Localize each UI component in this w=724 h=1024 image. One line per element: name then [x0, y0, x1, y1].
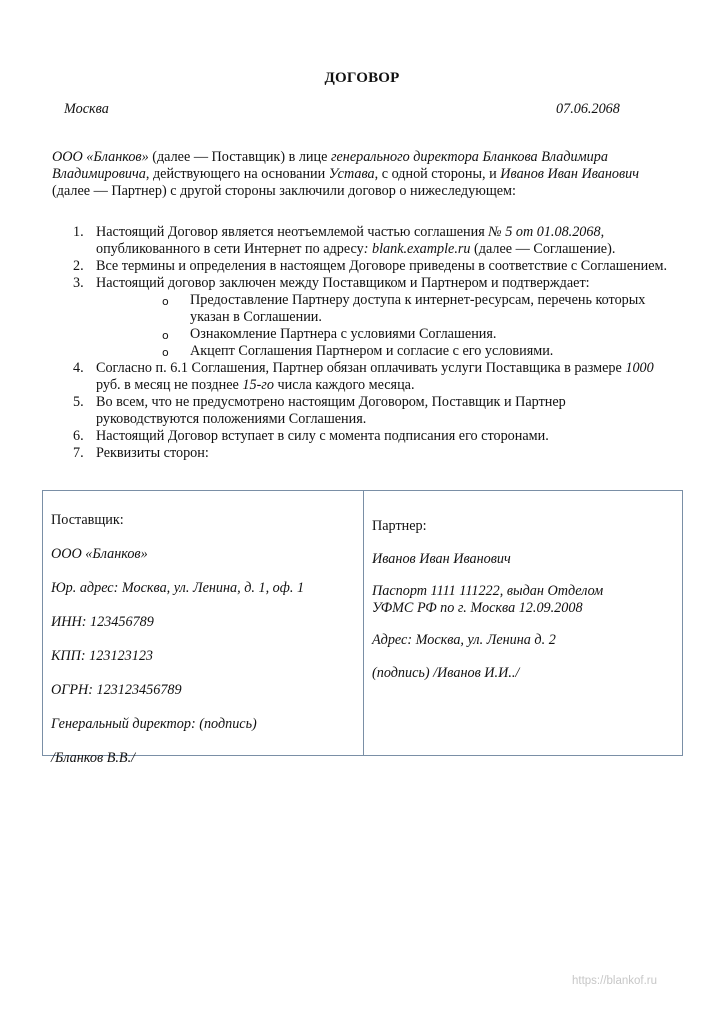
clause-4: [52, 360, 672, 394]
document-date: 07.06.2068: [556, 101, 620, 117]
partner-name: Иванов Иван Иванович: [372, 550, 511, 567]
requisites-table: [42, 490, 683, 766]
clause-4-text-a: Согласно п. 6.1 Соглашения, Партнер обязан оплачивать услуги Поставщика в размере: [96, 360, 626, 376]
supplier-address: Юр. адрес: Москва, ул. Ленина, д. 1, оф. 1: [51, 580, 305, 596]
clause-2: [52, 258, 672, 275]
supplier-signature: /Бланков В.В./: [51, 750, 136, 766]
payment-day: 15-го: [242, 377, 274, 393]
partner-column: [364, 491, 682, 755]
watermark: https://blankof.ru: [572, 975, 658, 987]
clause-5: [52, 394, 672, 428]
party2-name: Иванов Иван Иванович: [500, 166, 640, 182]
partner-signature: (подпись) /Иванов И.И../: [372, 664, 520, 681]
agreement-url: : blank.example.ru: [363, 241, 471, 257]
sub-item-text: Ознакомление Партнера с условиями Соглашения.: [190, 326, 497, 342]
intro-text-3: , с одной стороны, и: [374, 166, 501, 182]
list-item: [96, 326, 672, 343]
partner-heading: Партнер:: [372, 518, 427, 534]
clause-number: 1.: [73, 224, 84, 240]
partner-passport: Паспорт 1111 111222, выдан Отделом УФМС РФ по г. Москва 12.09.2008: [372, 583, 604, 616]
clause-6: [52, 428, 672, 445]
supplier-org: ООО «Бланков»: [51, 546, 148, 562]
clause-5-text: Во всем, что не предусмотрено настоящим Договором, Поставщик и Партнер руководствуются положениями Соглашения.: [96, 394, 566, 427]
clause-4-text-b: руб. в месяц не позднее: [96, 377, 243, 393]
clause-number: 4.: [73, 360, 84, 376]
bullet-icon: o: [162, 346, 169, 359]
list-item: [96, 343, 672, 360]
sub-item-text: Акцепт Соглашения Партнером и согласие с его условиями.: [190, 343, 554, 359]
supplier-column: [43, 491, 364, 766]
bullet-icon: o: [162, 295, 169, 308]
clause-number: 2.: [73, 258, 84, 274]
party1-representative: генерального директора Бланкова Владимира Владимировича: [52, 149, 608, 182]
supplier-ogrn: ОГРН: 123123456789: [51, 682, 182, 698]
payment-amount: 1000: [625, 360, 654, 376]
supplier-kpp: КПП: 123123123: [51, 648, 154, 664]
supplier-director: Генеральный директор: (подпись): [51, 716, 257, 732]
clause-number: 5.: [73, 394, 84, 410]
clause-3: [52, 275, 672, 360]
document-title: ДОГОВОР: [324, 70, 400, 86]
supplier-inn: ИНН: 123456789: [51, 614, 154, 630]
clauses-list: [52, 224, 672, 462]
clause-1-text-c: (далее — Соглашение).: [470, 241, 616, 257]
clause-1-text-b: , опубликованного в сети Интернет по адресу: [96, 224, 605, 257]
clause-1: [52, 224, 672, 258]
party1-org: ООО «Бланков»: [52, 149, 149, 165]
supplier-heading: Поставщик:: [51, 512, 124, 528]
clause-7-text: Реквизиты сторон:: [96, 445, 209, 461]
clause-3-sublist: [96, 292, 672, 360]
intro-text-2: , действующего на основании: [145, 166, 329, 182]
clause-4-text-c: числа каждого месяца.: [273, 377, 415, 393]
list-item: [96, 292, 672, 326]
clause-number: 3.: [73, 275, 84, 291]
intro-paragraph: [52, 149, 652, 200]
document-city: Москва: [64, 101, 109, 117]
agreement-reference: № 5 от 01.08.2068: [488, 224, 601, 240]
partner-address: Адрес: Москва, ул. Ленина д. 2: [372, 632, 556, 648]
clause-2-text: Все термины и определения в настоящем Договоре приведены в соответствие с Соглашением.: [96, 258, 668, 274]
sub-item-text: Предоставление Партнеру доступа к интернет-ресурсам, перечень которых указан в Соглашении.: [190, 292, 646, 325]
intro-text-1: (далее — Поставщик) в лице: [148, 149, 331, 165]
clause-6-text: Настоящий Договор вступает в силу с момента подписания его сторонами.: [96, 428, 549, 444]
clause-number: 6.: [73, 428, 84, 444]
intro-text-4: (далее — Партнер) с другой стороны заключили договор о нижеследующем:: [52, 183, 516, 199]
basis-document: Устава: [328, 166, 375, 182]
bullet-icon: o: [162, 329, 169, 342]
clause-1-text-a: Настоящий Договор является неотъемлемой частью соглашения: [96, 224, 489, 240]
clause-number: 7.: [73, 445, 84, 461]
clause-7: [52, 445, 672, 462]
clause-3-text: Настоящий договор заключен между Поставщиком и Партнером и подтверждает:: [96, 275, 590, 291]
